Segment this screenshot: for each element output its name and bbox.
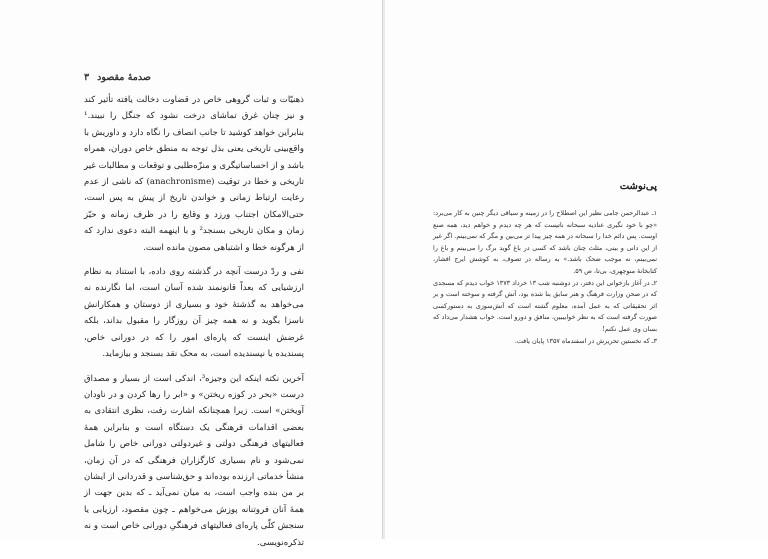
paragraph: آخرین نکته اینکه این وجیزه³، اندکی است از بسیار و مصداق درست «بحر در کوزه ریختن» و «ابر را رها کردن و در ناودان آویختن» است. زیرا همچنانکه اشارت رفت، نظری انتقادی به بعضی اقدامات فرهنگی یک دستگاه است و بنابراین همهٔ فعالیتهای فرهنگی دولتی و غیردولتی دورانی خاص را شامل نمی‌شود و نام بسیاری کارگزاران فرهنگی که در آن زمان، منشأ خدماتی ارزنده بوده‌اند و حق‌شناسی و قدردانی از ایشان بر من بنده واجب است، به میان نمی‌آید ـ که بدین جهت از همهٔ آنان فروتنانه پوزش می‌خواهم ـ چون مقصود، ارزیابی یا سنجش کلّی پاره‌ای فعالیتهای فرهنگیِ دورانی خاص است و نه تذکره‌نویسی. — [84, 373, 304, 548]
footnote: ۱ـ عبدالرحمن جامی نظیر این اصطلاح را در زمینه و سیاقی دیگر چنین به کار می‌برد: «چو با خود نگیری عنادیه سبحانه ناتیست که هر چه دیدم و خواهم دید، همه صنع اوست. پس دائم خدا را سبحانه در همه چیز پیدا تر می‌بین و مگر که نمی‌بینم. اگر غیر از این دانی و بینی، مثلث چنان باشد که کسی در باغ گوید برگ را می‌بینم و باغ را نمی‌بینم، نه موجب ضحک باشد.» به رساله در تصوف، به کوشش ایرج افشار، کتابخانهٔ منوچهری، بی‌تا، ص ۵۹. — [433, 209, 657, 275]
footnote: ۲ـ در آغاز بازخوانی این دفتر، در دوشنبه شب ۱۳ خرداد ۱۳۷۳ خواب دیدم که مسجدی که در صحن وزارت فرهنگ و هنر سابق بنا شده بود، آتش گرفته و سوخته است و بر اثر تحقیقاتی که به عمل آمده، معلوم گشته است که آتش‌سوزی به دستورکسی صورت گرفته است که به نظر خوابیبین، منافق و دورو است. خواب هشدار می‌داد که بسان وی عمل نکنم! — [433, 278, 657, 333]
right-page — [385, 0, 768, 539]
footnote: ۳ـ که نخستین تحریرش در اسفندماه ۱۳۵۷ پایان یافت. — [514, 336, 657, 345]
running-head-title: صدمهٔ مقصود — [97, 72, 151, 83]
paragraph: نفی و ردّ درست آنچه در گذشته روی داده، با استناد به نظام ارزشیایی که بعداً قانونمند شده آسان است، اما نگارنده نه می‌خواهد به گذشتهٔ خود و بسیاری از دوستان و همکارانش ناسزا بگوید و نه همه چیز آن روزگار را مقبول بداند، بلکه غرضش اینست که پاره‌ای امور را که در دورانی خاص، پسندیده یا نپسندیده است، به محک نقد بسنجد و بیازماید. — [84, 267, 304, 360]
footnotes — [433, 208, 657, 347]
page-number: ۳ — [84, 72, 90, 83]
left-page — [0, 0, 383, 548]
body-text — [84, 92, 304, 559]
paragraph: ذهنیّات و ثبات گروهی خاص در قضاوت دخالت یافته تأثیر کند و نیز چنان غرق تماشای درخت نشود که جنگل را نبیند.¹ بنابراین خواهد کوشید تا جانب انصاف را نگاه دارد و داوریش با واقع‌بینی تاریخی یعنی بذل توجه به منطق خاص دوران، همراه باشد و از احساساتیگری و منزّه‌طلبی و توقعات و مطالبات غیر تاریخی و خطا در توقیت (anachronisme) که ناشی از عدم رعایت ارتباط زمانی و خواندن تاریخ از پیش به پس است، حتی‌الامکان اجتناب ورزد و وقایع را در ظرف زمانه و حیّز زمان و مکان تاریخی بسنجد² و با اینهمه البته دعوی ندارد که از هرگونه خطا و اشتباهی مصون مانده است. — [84, 95, 305, 253]
running-head — [84, 72, 151, 83]
notes-title: پی‌نوشت — [619, 181, 657, 192]
